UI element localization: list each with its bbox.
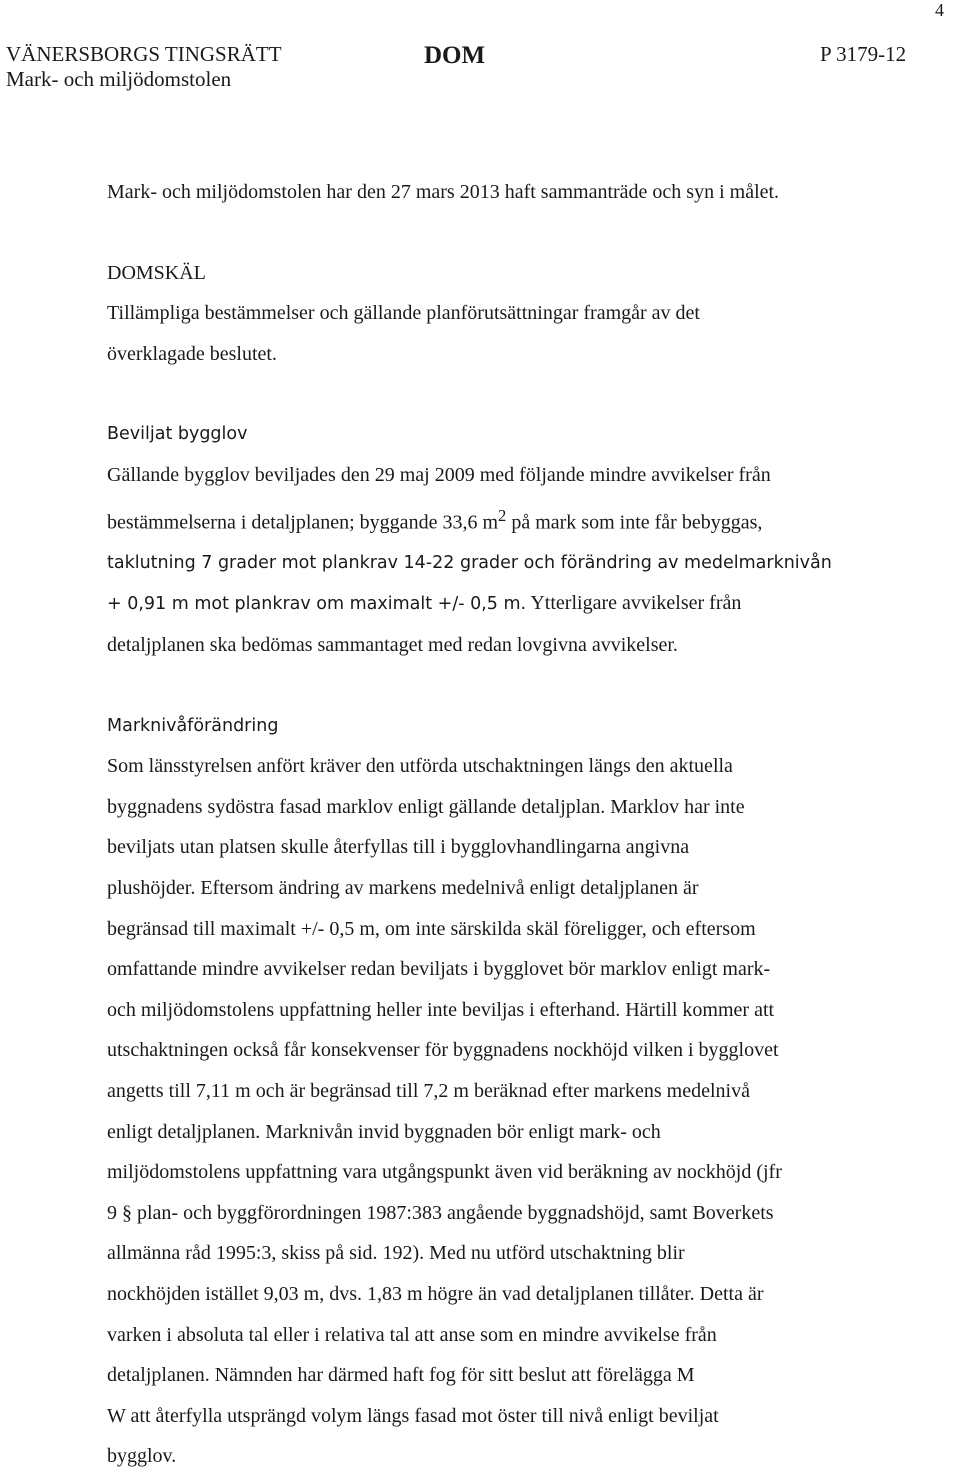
bygglov-line bbox=[107, 496, 927, 543]
court-header bbox=[6, 42, 282, 92]
page-number: 4 bbox=[935, 0, 944, 20]
body-line: bygglov. bbox=[107, 1445, 177, 1468]
document-type: DOM bbox=[424, 42, 486, 69]
court-division: Mark- och miljödomstolen bbox=[6, 67, 232, 91]
bygglov-text: bestämmelserna i detaljplanen; byggande 33,6 m bbox=[107, 511, 498, 534]
section-heading-bygglov: Beviljat bygglov bbox=[107, 424, 248, 445]
section-heading-marknivaforandring: Marknivåförändring bbox=[107, 715, 279, 736]
body-line: varken i absoluta tal eller i relativa tal att anse som en mindre avvikelse från bbox=[107, 1323, 717, 1346]
body-line: allmänna råd 1995:3, skiss på sid. 192). Med nu utförd utschaktning blir bbox=[107, 1242, 685, 1265]
bygglov-line: detaljplanen ska bedömas sammantaget med redan lovgivna avvikelser. bbox=[107, 634, 678, 656]
superscript: 2 bbox=[498, 505, 507, 525]
section-heading-domskal: DOMSKÄL bbox=[107, 261, 206, 284]
body-line: Som länsstyrelsen anfört kräver den utförda utschaktningen längs den aktuella bbox=[107, 755, 733, 778]
intro-paragraph: Mark- och miljödomstolen har den 27 mars 2013 haft sammanträde och syn i målet. bbox=[107, 181, 780, 203]
document-body bbox=[107, 172, 927, 1477]
bygglov-line: Gällande bygglov beviljades den 29 maj 2009 med följande mindre avvikelser från bbox=[107, 463, 771, 486]
bygglov-line bbox=[107, 583, 927, 625]
bygglov-text: + 0,91 m mot plankrav om maximalt +/- 0,5 m. bbox=[107, 594, 527, 615]
domskal-line: överklagade beslutet. bbox=[107, 342, 277, 365]
body-line: beviljats utan platsen skulle återfyllas till i bygglovhandlingarna angivna bbox=[107, 836, 690, 859]
court-name: VÄNERSBORGS TINGSRÄTT bbox=[6, 42, 282, 66]
bygglov-line: taklutning 7 grader mot plankrav 14-22 grader och förändring av medelmarknivån bbox=[107, 552, 832, 573]
body-line: omfattande mindre avvikelser redan beviljats i bygglovet bör marklov enligt mark- bbox=[107, 958, 771, 981]
body-line: och miljödomstolens uppfattning heller inte beviljas i efterhand. Härtill kommer att bbox=[107, 998, 775, 1021]
bygglov-text: Ytterligare avvikelser från bbox=[526, 592, 742, 615]
body-line: detaljplanen. Nämnden har därmed haft fog för sitt beslut att förelägga M bbox=[107, 1364, 695, 1387]
domskal-line: Tillämpliga bestämmelser och gällande planförutsättningar framgår av det bbox=[107, 302, 700, 325]
body-line: byggnadens sydöstra fasad marklov enligt gällande detaljplan. Marklov har inte bbox=[107, 795, 745, 818]
bygglov-text: på mark som inte får bebyggas, bbox=[506, 511, 763, 534]
body-line: W att återfylla utsprängd volym längs fasad mot öster till nivå enligt beviljat bbox=[107, 1404, 719, 1427]
body-line: 9 § plan- och byggförordningen 1987:383 angående byggnadshöjd, samt Boverkets bbox=[107, 1201, 774, 1224]
case-number: P 3179-12 bbox=[820, 42, 907, 66]
body-line: utschaktningen också får konsekvenser för byggnadens nockhöjd vilken i bygglovet bbox=[107, 1039, 779, 1062]
body-line: miljödomstolens uppfattning vara utgångspunkt även vid beräkning av nockhöjd (jfr bbox=[107, 1161, 782, 1184]
body-line: begränsad till maximalt +/- 0,5 m, om inte särskilda skäl föreligger, och eftersom bbox=[107, 917, 756, 940]
body-line: plushöjder. Eftersom ändring av markens medelnivå enligt detaljplanen är bbox=[107, 876, 699, 899]
body-line: angetts till 7,11 m och är begränsad till 7,2 m beräknad efter markens medelnivå bbox=[107, 1079, 750, 1102]
body-line: enligt detaljplanen. Marknivån invid byggnaden bör enligt mark- och bbox=[107, 1120, 661, 1143]
body-line: nockhöjden istället 9,03 m, dvs. 1,83 m högre än vad detaljplanen tillåter. Detta är bbox=[107, 1282, 764, 1305]
